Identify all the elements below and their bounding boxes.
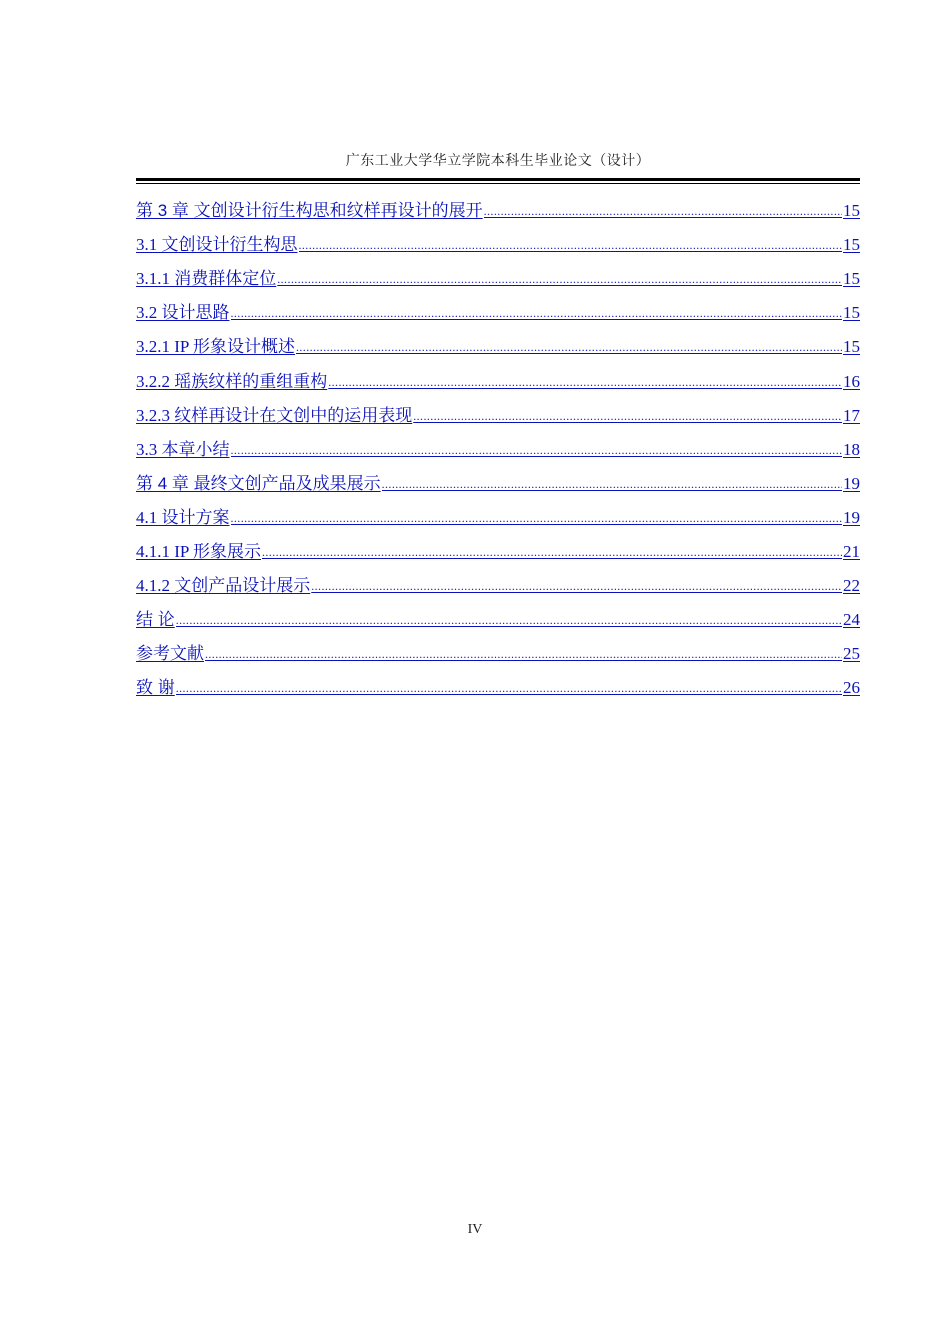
toc-dot-leader [262, 540, 842, 565]
toc-entry-label: 3.1.1 消费群体定位 [136, 269, 277, 289]
header-rule-thin [136, 183, 860, 184]
toc-entry-label: 3.3 本章小结 [136, 439, 230, 459]
toc-entry-page: 17 [843, 405, 860, 425]
toc-dot-leader [296, 335, 842, 360]
toc-dot-leader [382, 472, 842, 497]
toc-entry-label: 4.1.2 文创产品设计展示 [136, 576, 311, 596]
toc-entry-label: 3.1 文创设计衍生构思 [136, 235, 298, 255]
toc-entry-label: 3.2.2 瑶族纹样的重组重构 [136, 371, 328, 391]
toc-dot-leader [176, 608, 842, 633]
toc-entry-page: 19 [843, 473, 860, 493]
toc-entry-page: 16 [843, 371, 860, 391]
toc-dot-leader [413, 404, 842, 429]
toc-entry-4-1[interactable] [136, 497, 860, 531]
page-header-title: 广东工业大学华立学院本科生毕业论文（设计） [345, 154, 651, 169]
toc-entry-page: 15 [843, 201, 860, 221]
toc-dot-leader [311, 574, 842, 599]
toc-entry-label: 第 4 章 最终文创产品及成果展示 [136, 473, 381, 493]
toc-entry-label: 结 论 [136, 610, 175, 630]
toc-entry-3-2-1[interactable] [136, 326, 860, 360]
toc-entry-page: 22 [843, 576, 860, 596]
toc-entry-3-2-3[interactable] [136, 395, 860, 429]
toc-entry-label: 3.2.1 IP 形象设计概述 [136, 337, 295, 357]
toc-entry-4-1-1[interactable] [136, 531, 860, 565]
page-number: IV [467, 1222, 483, 1237]
toc-entry-label: 4.1 设计方案 [136, 507, 230, 527]
toc-dot-leader [231, 301, 843, 326]
toc-entry-label: 3.2 设计思路 [136, 303, 230, 323]
toc-entry-conclusion[interactable] [136, 599, 860, 633]
toc-entry-chapter-4[interactable] [136, 463, 860, 497]
toc-entry-label: 第 3 章 文创设计衍生构思和纹样再设计的展开 [136, 201, 483, 221]
table-of-contents [136, 190, 860, 701]
toc-entry-3-2[interactable] [136, 292, 860, 326]
toc-entry-page: 15 [843, 235, 860, 255]
toc-entry-page: 21 [843, 542, 860, 562]
toc-entry-label: 参考文献 [136, 644, 204, 664]
toc-entry-page: 26 [843, 678, 860, 698]
toc-entry-3-1-1[interactable] [136, 258, 860, 292]
toc-entry-page: 15 [843, 269, 860, 289]
toc-entry-acknowledgements[interactable] [136, 667, 860, 701]
toc-entry-3-3[interactable] [136, 429, 860, 463]
toc-dot-leader [176, 676, 842, 701]
toc-entry-label: 4.1.1 IP 形象展示 [136, 542, 261, 562]
toc-entry-label: 致 谢 [136, 678, 175, 698]
toc-entry-4-1-2[interactable] [136, 565, 860, 599]
header-rule-thick [136, 178, 860, 181]
toc-entry-page: 18 [843, 439, 860, 459]
toc-dot-leader [205, 642, 842, 667]
toc-entry-page: 15 [843, 303, 860, 323]
toc-dot-leader [328, 370, 842, 395]
toc-entry-page: 25 [843, 644, 860, 664]
toc-entry-3-2-2[interactable] [136, 360, 860, 394]
toc-entry-3-1[interactable] [136, 224, 860, 258]
toc-dot-leader [299, 233, 843, 258]
toc-dot-leader [231, 438, 843, 463]
toc-entry-chapter-3[interactable] [136, 190, 860, 224]
toc-entry-page: 19 [843, 507, 860, 527]
toc-entry-references[interactable] [136, 633, 860, 667]
toc-dot-leader [484, 199, 842, 224]
toc-entry-page: 24 [843, 610, 860, 630]
toc-dot-leader [277, 267, 842, 292]
toc-entry-page: 15 [843, 337, 860, 357]
toc-entry-label: 3.2.3 纹样再设计在文创中的运用表现 [136, 405, 413, 425]
toc-dot-leader [231, 506, 843, 531]
